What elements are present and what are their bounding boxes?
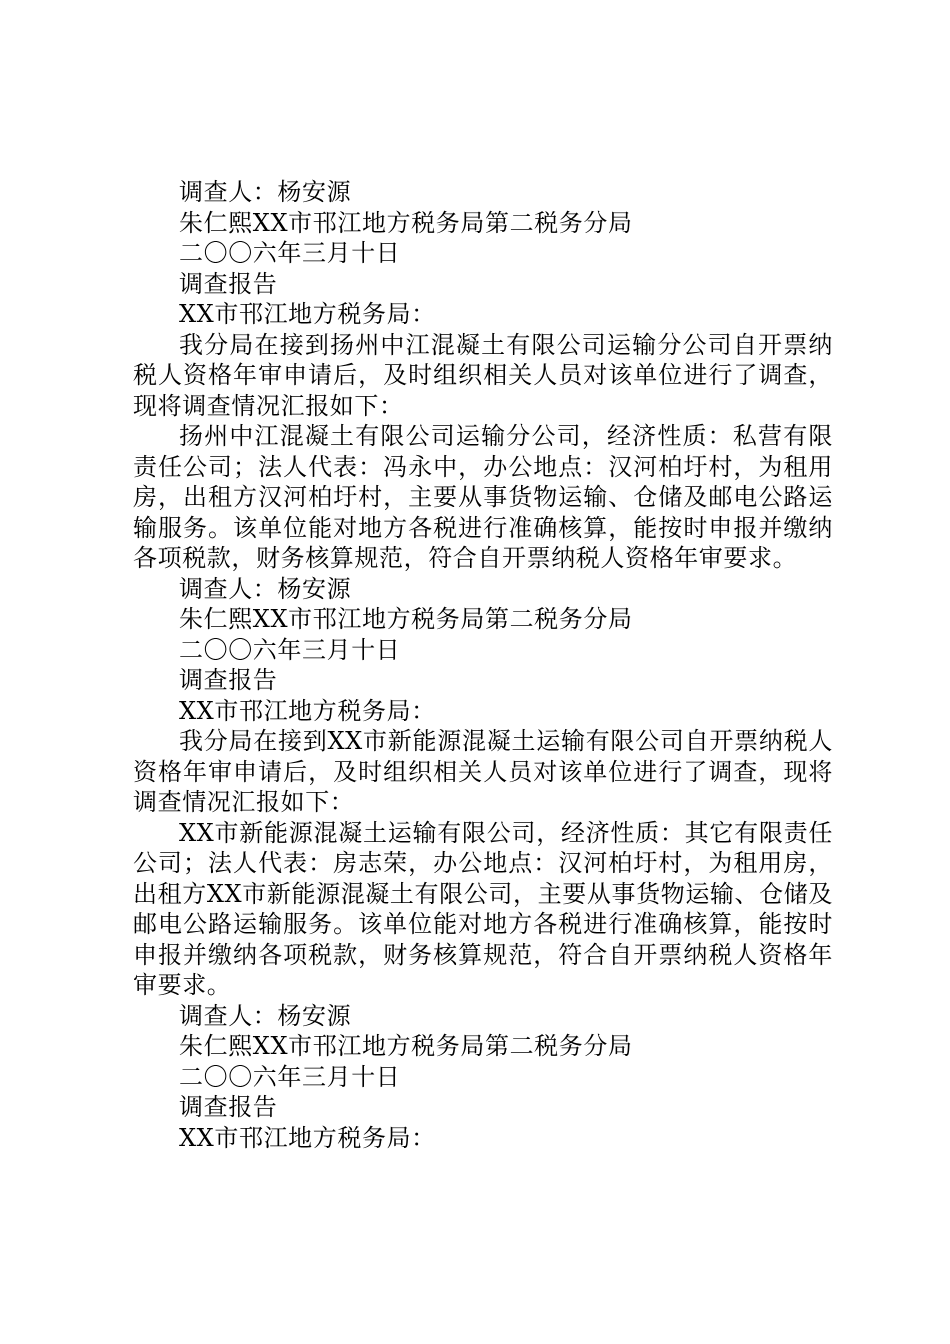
report-title: 调查报告 xyxy=(179,1093,278,1121)
date-line: 二〇〇六年三月十日 xyxy=(179,1062,401,1091)
addressee-line: XX市邗江地方税务局： xyxy=(179,1123,436,1152)
date-line: 二〇〇六年三月十日 xyxy=(179,635,401,664)
signature-line: 朱仁熙XX市邗江地方税务局第二税务分局 xyxy=(179,1032,633,1060)
intro-paragraph: 我分局在接到扬州中江混凝土有限公司运输分公司自开票纳税人资格年审申请后，及时组织相关人员对该单位进行了调查，现将调查情况汇报如下： xyxy=(133,330,833,420)
intro-paragraph: 我分局在接到XX市新能源混凝土运输有限公司自开票纳税人资格年审申请后，及时组织相关人员对该单位进行了调查，现将调查情况汇报如下： xyxy=(133,727,833,816)
document-body xyxy=(133,177,833,1153)
signature-line: 朱仁熙XX市邗江地方税务局第二税务分局 xyxy=(179,605,633,633)
report-title: 调查报告 xyxy=(179,666,278,694)
investigator-line: 调查人：杨安源 xyxy=(179,178,352,206)
signature-line: 朱仁熙XX市邗江地方税务局第二税务分局 xyxy=(179,208,633,237)
investigator-line: 调查人：杨安源 xyxy=(179,1001,352,1030)
addressee-line: XX市邗江地方税务局： xyxy=(179,300,436,328)
addressee-line: XX市邗江地方税务局： xyxy=(179,696,436,725)
findings-paragraph: 扬州中江混凝土有限公司运输分公司，经济性质：私营有限责任公司；法人代表：冯永中，办公地点：汉河柏圩村，为租用房，出租方汉河柏圩村，主要从事货物运输、仓储及邮电公路运输服务。该单位能对地方各税进行准确核算，能按时申报并缴纳各项税款，财务核算规范，符合自开票纳税人资格年审要求。 xyxy=(133,422,833,572)
date-line: 二〇〇六年三月十日 xyxy=(179,239,401,267)
findings-paragraph: XX市新能源混凝土运输有限公司，经济性质：其它有限责任公司；法人代表：房志荣，办公地点：汉河柏圩村，为租用房，出租方XX市新能源混凝土有限公司，主要从事货物运输、仓储及邮电公路运输服务。该单位能对地方各税进行准确核算，能按时申报并缴纳各项税款，财务核算规范，符合自开票纳税人资格年审要求。 xyxy=(133,818,833,999)
report-title: 调查报告 xyxy=(179,269,278,298)
investigator-line: 调查人：杨安源 xyxy=(179,574,352,603)
